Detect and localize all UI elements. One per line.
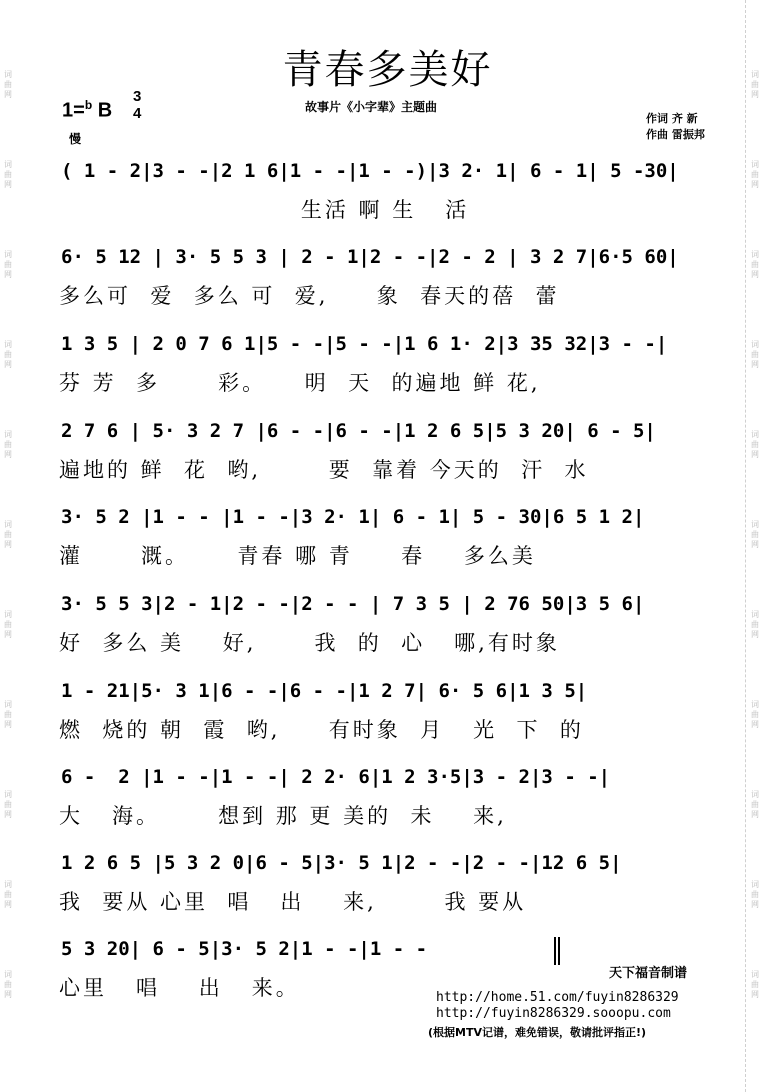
lyricist-credit: 作词 齐 新 — [646, 112, 698, 125]
composer-credit: 作曲 雷振邦 — [646, 128, 705, 141]
page-edge-divider — [745, 0, 747, 1092]
notation-line: ( 1 - 2|3 - -|2 1 6|1 - -|1 - -)|3 2· 1| 6 - 1| 5 -30| — [61, 160, 679, 182]
notation-line: 1 3 5 | 2 0 7 6 1|5 - -|5 - -|1 6 1· 2|3 35 32|3 - -| — [61, 333, 668, 355]
song-subtitle: 故事片《小字辈》主题曲 — [305, 100, 438, 114]
score-system — [55, 420, 720, 482]
lyric-line: 生活 啊 生 活 — [59, 198, 470, 222]
score-system — [55, 246, 720, 308]
source-url-2[interactable]: http://fuyin8286329.sooopu.com — [436, 1006, 671, 1021]
score-system — [55, 160, 720, 222]
key-prefix: 1= — [62, 99, 85, 122]
lyric-line: 好 多么 美 好, 我 的 心 哪,有时象 — [59, 631, 560, 655]
margin-watermark: 词 曲 网 — [751, 70, 759, 99]
final-barline — [554, 937, 560, 965]
song-title: 青春多美好 — [282, 47, 493, 93]
lyric-line: 芬 芳 多 彩。 明 天 的遍地 鲜 花, — [59, 371, 541, 395]
margin-watermark: 词 曲 网 — [751, 340, 759, 369]
margin-watermark: 词 曲 网 — [4, 880, 12, 909]
source-url-1[interactable]: http://home.51.com/fuyin8286329 — [436, 990, 679, 1005]
key-flat: b — [84, 98, 93, 112]
score-system — [55, 593, 720, 655]
notation-line: 2 7 6 | 5· 3 2 7 |6 - -|6 - -|1 2 6 5|5 3 20| 6 - 5| — [61, 420, 656, 442]
margin-watermark: 词 曲 网 — [751, 700, 759, 729]
lyric-line: 遍地的 鲜 花 哟, 要 靠着 今天的 汗 水 — [59, 458, 589, 482]
notation-line: 3· 5 2 |1 - - |1 - -|3 2· 1| 6 - 1| 5 - 30|6 5 1 2| — [61, 506, 645, 528]
lyric-line: 我 要从 心里 唱 出 来, 我 要从 — [59, 890, 527, 914]
transcription-note: (根据MTV记谱，难免错误，敬请批评指正!) — [428, 1026, 647, 1039]
margin-watermark: 词 曲 网 — [751, 160, 759, 189]
lyric-line: 燃 烧的 朝 霞 哟, 有时象 月 光 下 的 — [59, 718, 584, 742]
time-top: 3 — [133, 88, 142, 105]
margin-watermark: 词 曲 网 — [751, 790, 759, 819]
score-maker: 天下福音制谱 — [609, 966, 688, 981]
margin-watermark: 词 曲 网 — [4, 520, 12, 549]
lyric-line: 心里 唱 出 来。 — [59, 976, 300, 1000]
margin-watermark: 词 曲 网 — [751, 970, 759, 999]
notation-line: 6· 5 12 | 3· 5 5 3 | 2 - 1|2 - -|2 - 2 | 3 2 7|6·5 60| — [61, 246, 679, 268]
key-signature — [62, 98, 112, 123]
notation-line: 1 - 21|5· 3 1|6 - -|6 - -|1 2 7| 6· 5 6|1 3 5| — [61, 680, 588, 702]
lyric-line: 多么可 爱 多么 可 爱, 象 春天的蓓 蕾 — [59, 284, 560, 308]
time-bottom: 4 — [133, 105, 142, 122]
lyric-line: 灌 溉。 青春 哪 青 春 多么美 — [59, 544, 536, 568]
notation-line: 1 2 6 5 |5 3 2 0|6 - 5|3· 5 1|2 - -|2 - -|12 6 5| — [61, 852, 622, 874]
margin-watermark: 词 曲 网 — [751, 430, 759, 459]
lyric-line: 大 海。 想到 那 更 美的 未 来, — [59, 804, 507, 828]
margin-watermark: 词 曲 网 — [751, 880, 759, 909]
notation-line: 6 - 2 |1 - -|1 - -| 2 2· 6|1 2 3·5|3 - 2|3 - -| — [61, 766, 611, 788]
margin-watermark: 词 曲 网 — [4, 700, 12, 729]
score-system — [55, 680, 720, 742]
score-system — [55, 333, 720, 395]
tempo-mark: 慢 — [69, 132, 82, 146]
score-system — [55, 852, 720, 914]
score-system — [55, 766, 720, 828]
margin-watermark: 词 曲 网 — [751, 610, 759, 639]
margin-watermark: 词 曲 网 — [751, 250, 759, 279]
margin-watermark: 词 曲 网 — [4, 340, 12, 369]
margin-watermark: 词 曲 网 — [4, 430, 12, 459]
notation-line: 3· 5 5 3|2 - 1|2 - -|2 - - | 7 3 5 | 2 76 50|3 5 6| — [61, 593, 645, 615]
time-signature — [133, 88, 141, 122]
margin-watermark: 词 曲 网 — [4, 70, 12, 99]
margin-watermark: 词 曲 网 — [4, 250, 12, 279]
score-system — [55, 506, 720, 568]
margin-watermark: 词 曲 网 — [4, 610, 12, 639]
margin-watermark: 词 曲 网 — [4, 160, 12, 189]
key-note: B — [97, 99, 113, 122]
margin-watermark: 词 曲 网 — [4, 970, 12, 999]
notation-line: 5 3 20| 6 - 5|3· 5 2|1 - -|1 - - — [61, 938, 428, 960]
margin-watermark: 词 曲 网 — [4, 790, 12, 819]
margin-watermark: 词 曲 网 — [751, 520, 759, 549]
